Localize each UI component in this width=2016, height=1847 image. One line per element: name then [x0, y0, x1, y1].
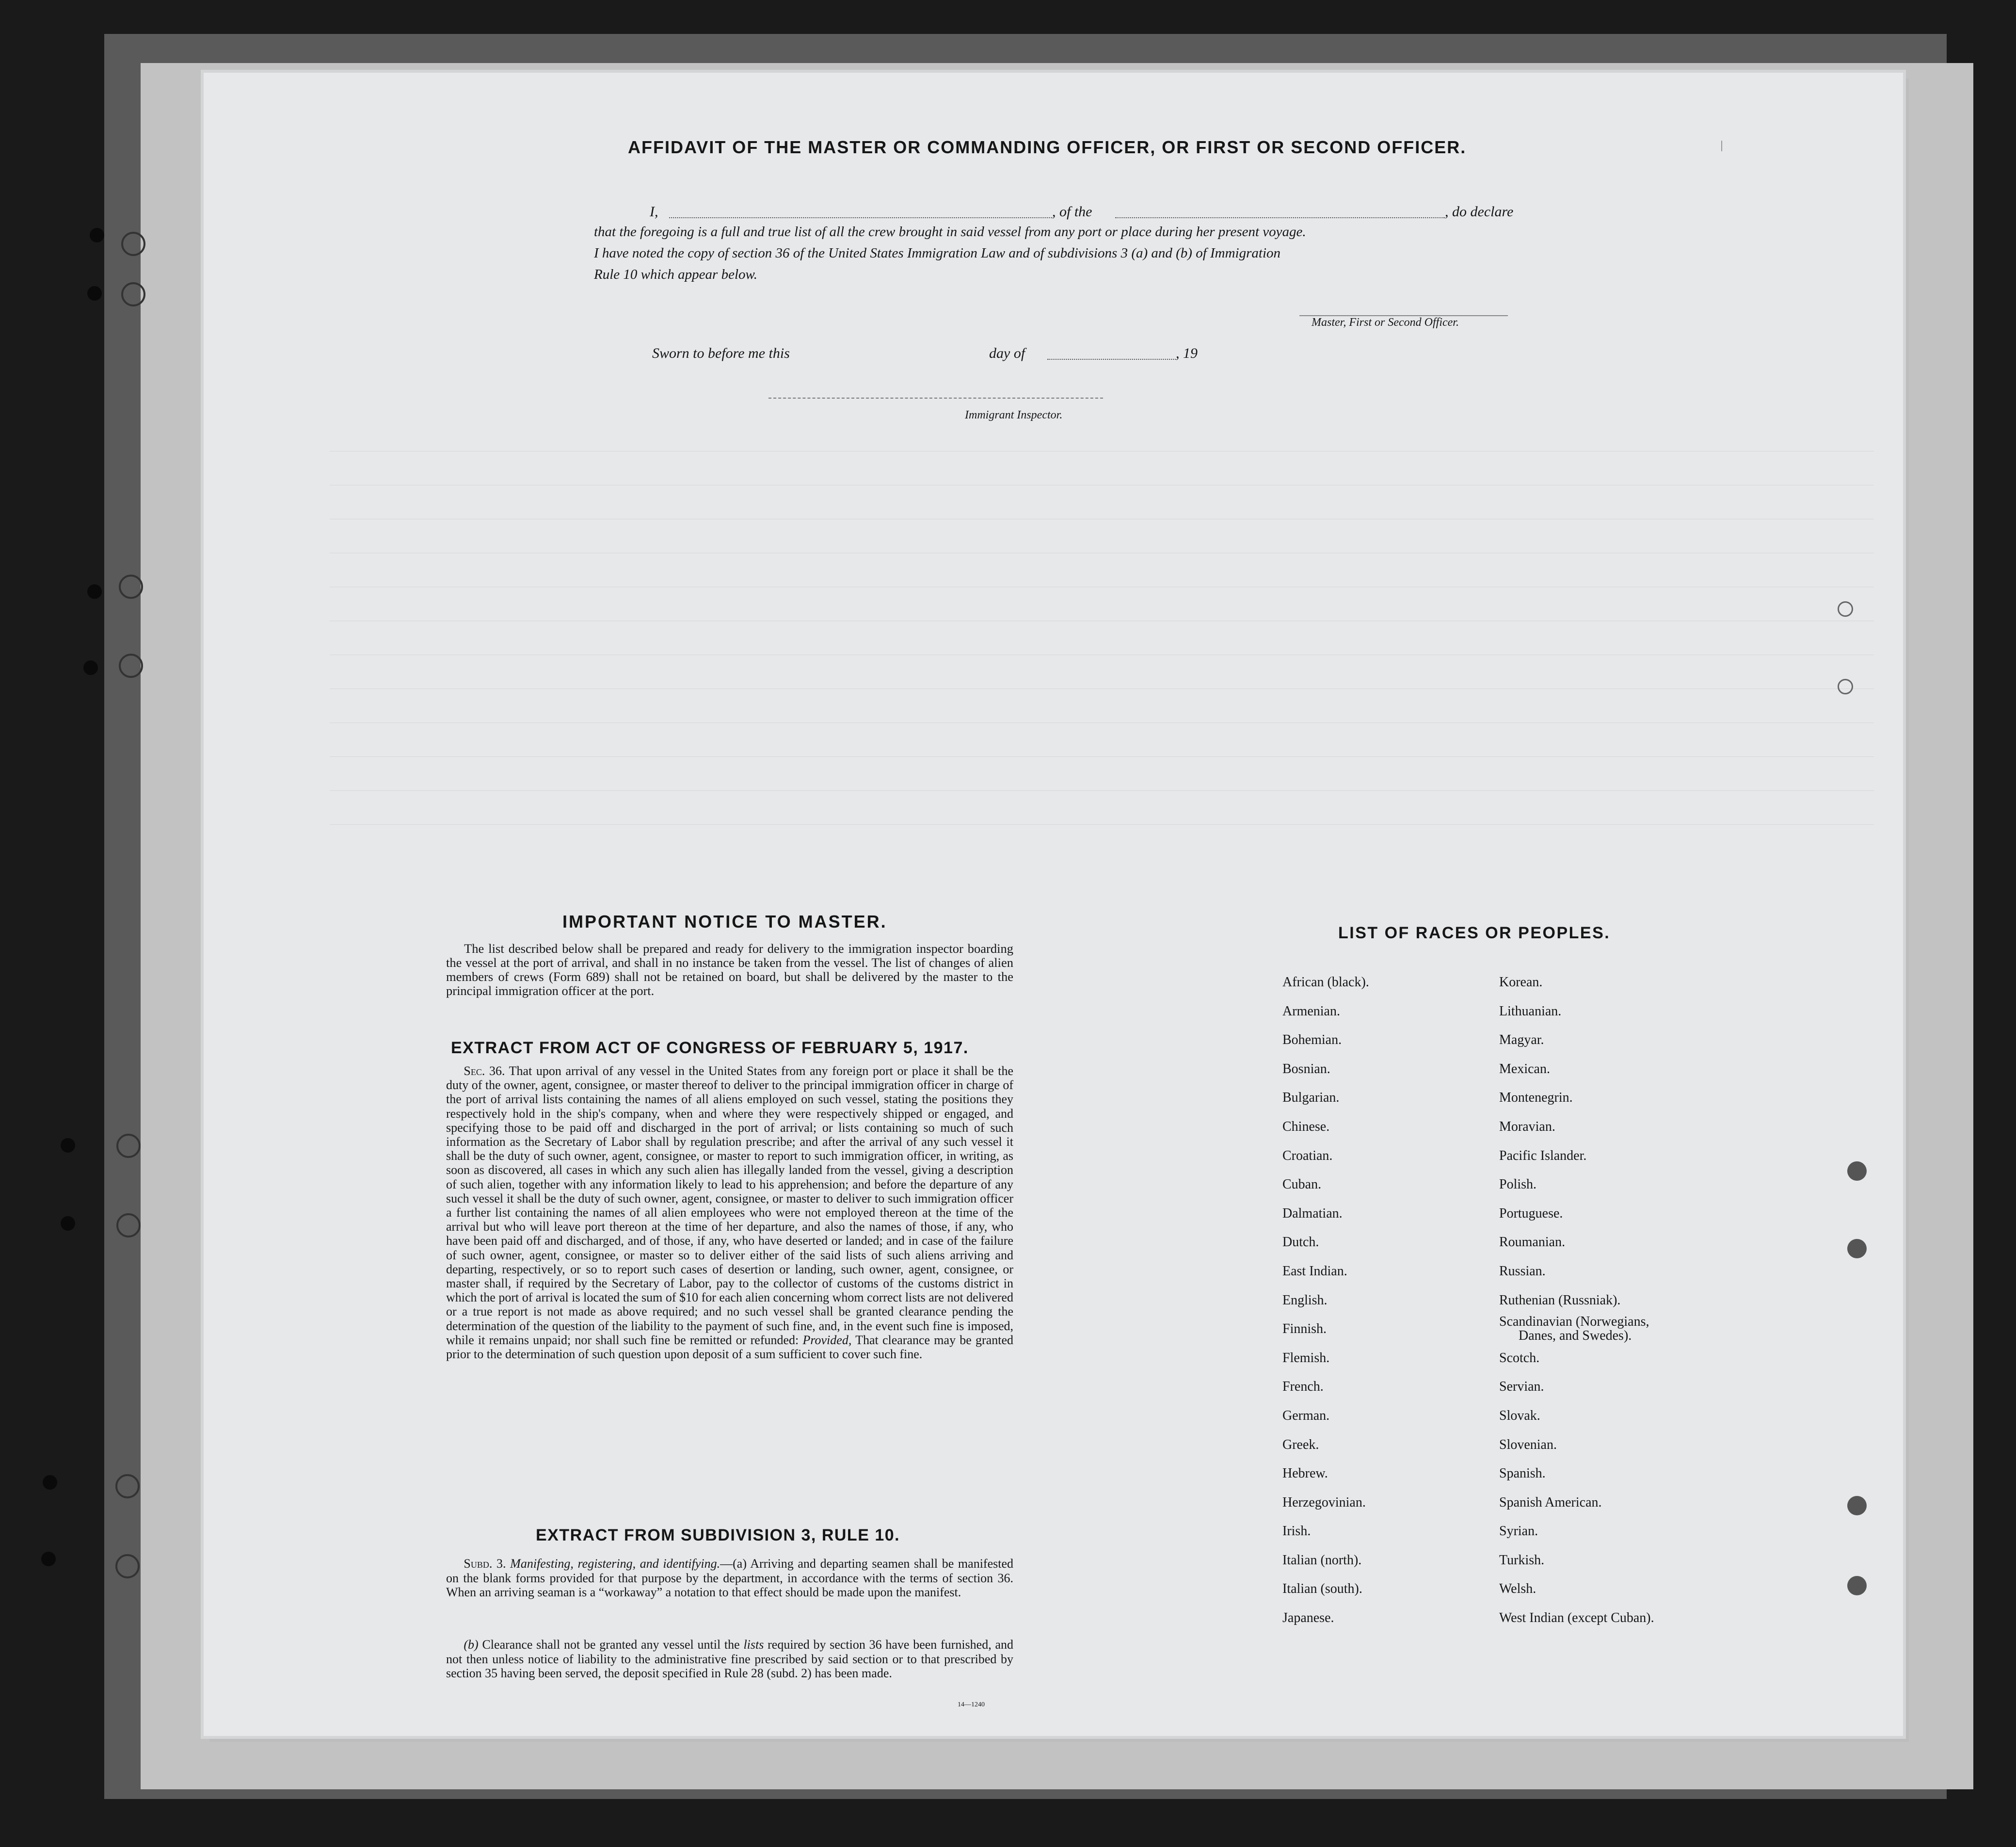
binder-ring: [119, 575, 143, 599]
sworn-label: Sworn to before me this: [652, 345, 790, 361]
page-hole-right: [1838, 601, 1853, 617]
bleed-through-rows: [204, 451, 1903, 984]
punch-hole: [61, 1216, 75, 1231]
subd-heading: Manifesting, registering, and identifying.: [510, 1557, 720, 1571]
race-item: Roumanian.: [1499, 1235, 1566, 1250]
subd-a-body: —(a) Arriving and departing seamen shall be manifested on the blank forms provided for that purpose by the department, in accordance with the terms of section 36. When an arriving seaman is a “workaway” a notation to that effect should be made upon the manifest.: [446, 1557, 1013, 1599]
races-title: LIST OF RACES OR PEOPLES.: [1338, 924, 1611, 942]
race-item: Croatian.: [1282, 1148, 1333, 1163]
race-item: West Indian (except Cuban).: [1499, 1610, 1654, 1626]
race-item: Syrian.: [1499, 1524, 1538, 1539]
lists-word: lists: [743, 1638, 764, 1652]
punch-hole-right: [1847, 1496, 1867, 1515]
year-label: , 19: [1176, 345, 1198, 361]
race-item: Armenian.: [1282, 1003, 1340, 1019]
race-item: Dalmatian.: [1282, 1205, 1343, 1221]
race-item: Bulgarian.: [1282, 1090, 1340, 1106]
race-item: Greek.: [1282, 1437, 1319, 1452]
race-item: Bohemian.: [1282, 1032, 1342, 1048]
vessel-blank: [1115, 217, 1445, 218]
page-mark: [1721, 141, 1722, 151]
race-item: French.: [1282, 1379, 1324, 1395]
race-item: Scotch.: [1499, 1350, 1540, 1365]
race-item: Servian.: [1499, 1379, 1544, 1395]
race-item: Slovenian.: [1499, 1437, 1557, 1452]
subd-b-end: required by section 36 have been furnished, and not then unless notice of liability to the administrative fine prescribed by said section or to that prescribed by section 35 having been served, the deposit specified in Rule 28 (subd. 2) has been made.: [446, 1638, 1014, 1680]
affidavit-line-2: that the foregoing is a full and true list of all the crew brought in said vessel from any port or place during her present voyage.: [594, 224, 1306, 240]
subdivision-a-text: [446, 1557, 1013, 1600]
affidavit-of-the: , of the: [1052, 204, 1092, 220]
race-item: Japanese.: [1282, 1610, 1334, 1626]
race-item: Russian.: [1499, 1263, 1546, 1279]
race-item: Cuban.: [1282, 1177, 1322, 1192]
notice-title: IMPORTANT NOTICE TO MASTER.: [562, 912, 887, 932]
section-label: Sec. 36.: [464, 1064, 505, 1078]
punch-hole-right: [1847, 1239, 1867, 1258]
race-item: Hebrew.: [1282, 1466, 1328, 1481]
inspector-signature-line: [768, 398, 1103, 399]
race-item: Pacific Islander.: [1499, 1148, 1587, 1163]
day-of-label: day of: [989, 345, 1025, 361]
race-item: Flemish.: [1282, 1350, 1330, 1365]
race-item: Montenegrin.: [1499, 1090, 1573, 1106]
notice-text: [446, 942, 1013, 998]
race-item: Finnish.: [1282, 1321, 1327, 1337]
subdivision-b-text: [446, 1638, 1013, 1681]
race-item: Bosnian.: [1282, 1061, 1330, 1076]
race-item: Danes, and Swedes).: [1519, 1328, 1632, 1344]
punch-hole: [87, 584, 102, 599]
punch-hole: [41, 1552, 56, 1566]
act-title: EXTRACT FROM ACT OF CONGRESS OF FEBRUARY 5, 1917.: [451, 1039, 969, 1057]
binder-ring: [115, 1474, 140, 1498]
punch-hole: [61, 1138, 75, 1153]
section-36-text: [446, 1064, 1013, 1361]
race-item: Slovak.: [1499, 1408, 1540, 1423]
affidavit-i-label: I,: [650, 204, 658, 220]
name-blank: [669, 217, 1052, 218]
race-item: German.: [1282, 1408, 1330, 1423]
race-item-multiline: [1499, 1315, 1654, 1344]
punch-hole: [90, 228, 104, 242]
race-item: Mexican.: [1499, 1061, 1550, 1076]
date-blank: [1047, 359, 1176, 360]
race-item: Italian (north).: [1282, 1552, 1362, 1568]
inspector-label: Immigrant Inspector.: [965, 409, 1063, 421]
race-item: Chinese.: [1282, 1119, 1330, 1134]
race-item: Moravian.: [1499, 1119, 1555, 1134]
binder-ring: [121, 282, 145, 306]
race-item: Magyar.: [1499, 1032, 1544, 1048]
race-item: East Indian.: [1282, 1263, 1347, 1279]
master-label: Master, First or Second Officer.: [1312, 316, 1459, 329]
page-hole-right: [1838, 679, 1853, 694]
subd-label: Subd. 3.: [464, 1557, 506, 1571]
section-body-end: That clearance may be granted prior to the determination of such question upon deposit of a sum sufficient to cover such fine.: [446, 1333, 1014, 1362]
race-item: African (black).: [1282, 975, 1369, 990]
punch-hole: [83, 660, 98, 675]
subd-b-start: Clearance shall not be granted any vessel until the: [482, 1638, 740, 1652]
rule-title: EXTRACT FROM SUBDIVISION 3, RULE 10.: [536, 1526, 900, 1544]
affidavit-line-3: I have noted the copy of section 36 of the United States Immigration Law and of subdivisions 3 (a) and (b) of Immigration: [594, 245, 1281, 261]
races-left-column: [1282, 968, 1369, 1633]
race-item: Dutch.: [1282, 1235, 1319, 1250]
binder-ring: [116, 1134, 141, 1158]
notice-body: The list described below shall be prepared and ready for delivery to the immigration inspector boarding the vessel at the port of arrival, and shall in no instance be taken from the vessel. The list of changes of alien members of crews (Form 689) shall not be retained on board, but shall be delivered by the master to the principal immigration officer at the port.: [446, 941, 1013, 998]
binder-ring: [119, 654, 143, 678]
section-body: That upon arrival of any vessel in the United States from any foreign port or place it shall be the duty of the owner, agent, consignee, or master thereof to deliver to the principal immigration officer in charge of the port of arrival lists containing the names of all aliens employed on such vessel, stating the positions they respectively hold in the ship's company, when and where they were respectively shipped or engaged, and specifying those to be paid off and discharged in the port of arrival; or lists containing so much of such information as the Secretary of Labor shall by regulation prescribe; and after the arrival of any such vessel it shall be the duty of such owner, agent, consignee, or master to report to such immigration officer, in writing, as soon as discovered, all cases in which any such alien has illegally landed from the vessel, giving a description of such alien, together with any information likely to lead to his apprehension; and before the departure of any such vessel it shall be the duty of such owner, agent, consignee, or master to deliver to such immigration officer a further list containing the names of all alien employees who were not employed thereon at the time of the arrival but who will leave port thereon at the time of her departure, and also the names of those, if any, who have been paid off and discharged, and of those, if any, who have deserted or landed; and in case of the failure of such owner, agent, consignee, or master so to deliver either of the said lists of such aliens arriving and departing, respectively, or so to report such cases of desertion or landing, such owner, agent, consignee, or master shall, if required by the Secretary of Labor, pay to the collector of customs of the customs district in which the port of arrival is located the sum of $10 for each alien concerning whom correct lists are not delivered or a true report is not made as above required; and no such vessel shall be granted clearance pending the determination of the question of the liability to the payment of such fine, and, in the event such fine is imposed, while it remains unpaid; nor shall such fine be remitted or refunded:: [446, 1064, 1013, 1347]
race-item: Spanish American.: [1499, 1494, 1602, 1510]
subd-b-label: (b): [464, 1638, 479, 1652]
races-right-column: [1499, 968, 1654, 1633]
race-item: Ruthenian (Russniak).: [1499, 1292, 1621, 1308]
race-item: Scandinavian (Norwegians,: [1499, 1314, 1649, 1330]
race-item: Irish.: [1282, 1524, 1311, 1539]
binder-ring: [116, 1213, 141, 1237]
punch-hole-right: [1847, 1576, 1867, 1595]
binder-ring: [121, 232, 145, 256]
race-item: Portuguese.: [1499, 1205, 1563, 1221]
punch-hole: [43, 1475, 57, 1490]
punch-hole-right: [1847, 1161, 1867, 1181]
affidavit-do-declare: , do declare: [1445, 204, 1514, 220]
binder-ring: [115, 1554, 140, 1578]
provided-word: Provided,: [802, 1333, 852, 1347]
race-item: Welsh.: [1499, 1581, 1536, 1597]
race-item: Herzegovinian.: [1282, 1494, 1366, 1510]
punch-hole: [87, 286, 102, 301]
race-item: Turkish.: [1499, 1552, 1545, 1568]
affidavit-title: AFFIDAVIT OF THE MASTER OR COMMANDING OFFICER, OR FIRST OR SECOND OFFICER.: [628, 137, 1467, 157]
race-item: Korean.: [1499, 975, 1543, 990]
race-item: Italian (south).: [1282, 1581, 1362, 1597]
race-item: Lithuanian.: [1499, 1003, 1562, 1019]
race-item: Spanish.: [1499, 1466, 1546, 1481]
race-item: English.: [1282, 1292, 1328, 1308]
race-item: Polish.: [1499, 1177, 1537, 1192]
affidavit-line-4: Rule 10 which appear below.: [594, 267, 757, 282]
form-number: 14—1240: [958, 1701, 985, 1708]
